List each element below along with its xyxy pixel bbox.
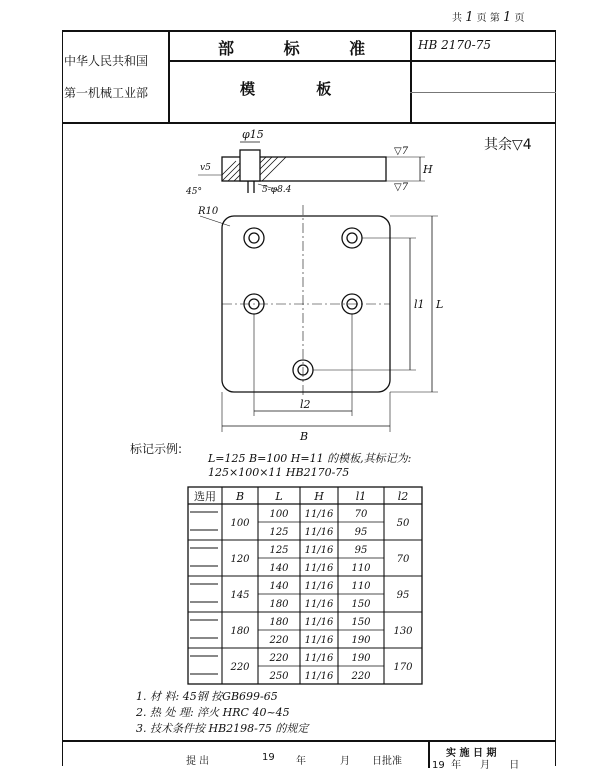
dim-H: H (423, 163, 433, 176)
cell-L: 100 (269, 509, 289, 520)
cell-L: 140 (269, 581, 289, 592)
cell-l2: 70 (396, 554, 410, 565)
cell-L: 140 (269, 563, 289, 574)
cell-l1: 220 (351, 671, 371, 682)
col-header-select: 选用 (194, 490, 216, 503)
cell-H: 11/16 (304, 671, 334, 682)
cell-H: 11/16 (304, 563, 334, 574)
note-technical-conditions: 3. 技术条件按 HB2198-75 的规定 (136, 722, 309, 735)
radius-label: R10 (198, 206, 219, 217)
cell-l2: 95 (396, 590, 410, 601)
example-line-1: L=125 B=100 H=11 的模板,其标记为: (208, 452, 412, 465)
dim-B: B (300, 430, 309, 443)
dim-l1: l1 (414, 298, 425, 311)
footer-proposed: 提 出 (186, 756, 210, 767)
cell-l2: 130 (393, 626, 413, 637)
cell-l2: 170 (393, 662, 413, 673)
cell-B: 145 (230, 590, 250, 601)
footer-month-label: 月 (340, 756, 350, 767)
cell-l1: 190 (351, 653, 371, 664)
cell-L: 220 (269, 635, 289, 646)
col-header-L: L (275, 490, 283, 503)
col-header-H: H (314, 490, 324, 503)
standard-type: 部 标 准 (218, 39, 388, 58)
footer-year-label: 年 (296, 756, 306, 767)
cell-B: 220 (230, 662, 250, 673)
cell-L: 220 (269, 653, 289, 664)
cell-l1: 70 (354, 509, 368, 520)
dim-L: L (436, 298, 444, 311)
footer-approved: 日批准 (372, 756, 402, 767)
footer-effective-date: 19 年 月 日 (432, 760, 520, 771)
cell-l1: 190 (351, 635, 371, 646)
col-header-B: B (235, 490, 245, 503)
cell-L: 125 (269, 545, 289, 556)
v5-label: v5 (200, 163, 211, 173)
cell-H: 11/16 (304, 527, 334, 538)
cell-B: 100 (230, 518, 250, 529)
col-header-l2: l2 (397, 490, 409, 503)
note-material: 1. 材 料: 45钢 按GB699-65 (136, 690, 278, 703)
cell-L: 250 (269, 671, 289, 682)
col-header-l1: l1 (355, 490, 367, 503)
example-label: 标记示例: (130, 442, 183, 456)
surface-finish-note: 其余▽4 (484, 137, 532, 153)
standard-number: HB 2170-75 (418, 38, 491, 52)
footer-year-1: 19 (262, 752, 275, 763)
cell-l1: 150 (351, 599, 371, 610)
cell-l2: 50 (396, 518, 410, 529)
hole-diameter-label: φ15 (242, 128, 264, 141)
cell-H: 11/16 (304, 581, 334, 592)
cell-B: 120 (230, 554, 250, 565)
note-heat-treatment: 2. 热 处 理: 淬火 HRC 40~45 (136, 706, 290, 719)
cell-H: 11/16 (304, 599, 334, 610)
footer-effective-label: 实 施 日 期 (446, 748, 497, 759)
countersink-label: 5-φ8.4 (262, 185, 292, 195)
dim-l2: l2 (300, 398, 311, 411)
cell-L: 125 (269, 527, 289, 538)
cell-l1: 95 (354, 527, 368, 538)
page-counter: 共 1 页 第 1 页 (452, 10, 525, 25)
cell-L: 180 (269, 599, 289, 610)
page-title: 模 板 (240, 80, 360, 98)
cell-H: 11/16 (304, 653, 334, 664)
cell-L: 180 (269, 617, 289, 628)
finish-bottom: ▽7 (394, 182, 409, 193)
org-name-2: 第一机械工业部 (64, 86, 149, 100)
cell-l1: 110 (351, 581, 371, 592)
finish-top: ▽7 (394, 146, 409, 157)
org-name-1: 中华人民共和国 (64, 54, 149, 68)
cell-l1: 110 (351, 563, 371, 574)
cell-l1: 150 (351, 617, 371, 628)
cell-H: 11/16 (304, 509, 334, 520)
cell-H: 11/16 (304, 545, 334, 556)
cell-H: 11/16 (304, 635, 334, 646)
cell-H: 11/16 (304, 617, 334, 628)
cell-l1: 95 (354, 545, 368, 556)
angle-label: 45° (186, 187, 202, 197)
cell-B: 180 (230, 626, 250, 637)
example-line-2: 125×100×11 HB2170-75 (208, 466, 350, 479)
